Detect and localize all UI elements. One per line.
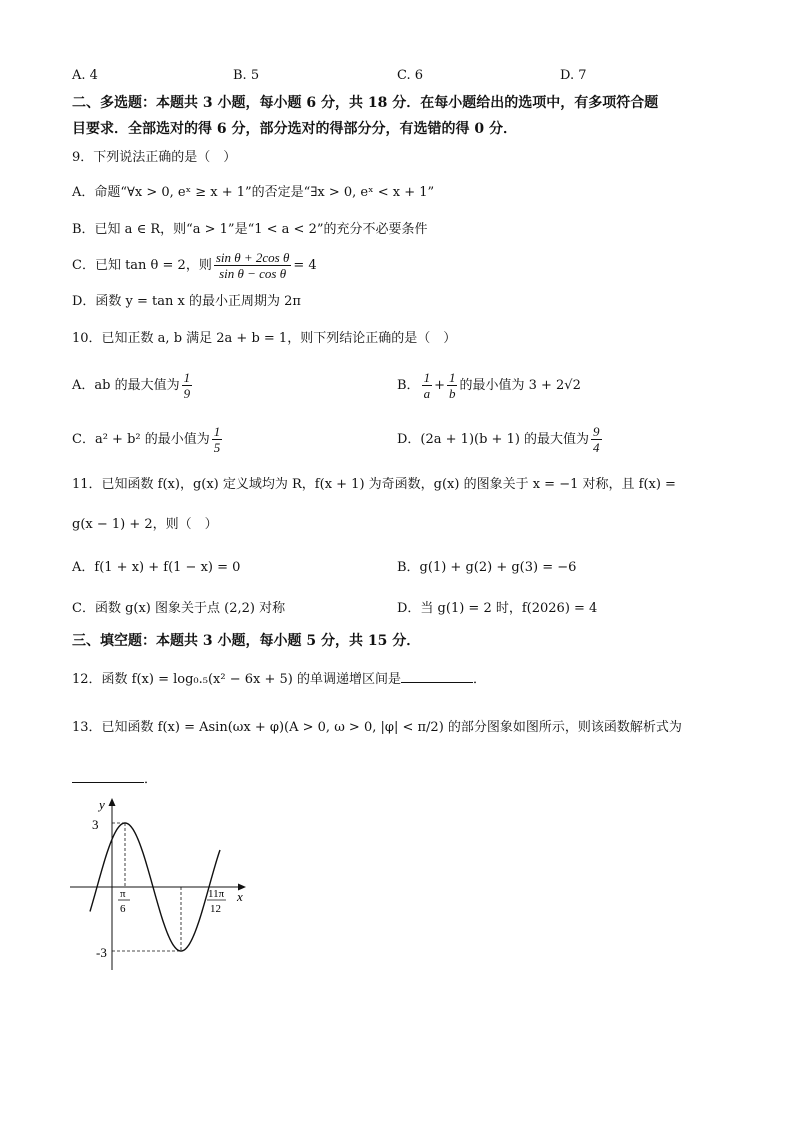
q8-option-d: D. 7	[560, 68, 587, 83]
q9-stem: 9．下列说法正确的是（ ）	[72, 150, 237, 165]
x-axis-label: x	[237, 889, 243, 904]
q9-option-c-prefix: C．已知 tan θ = 2，则	[72, 257, 212, 273]
section2-heading-line2: 目要求．全部选对的得 6 分，部分选对的得部分分，有选错的得 0 分．	[72, 121, 517, 137]
q10-option-b-suffix: 的最小值为 3 + 2√2	[459, 377, 581, 393]
q10-option-a-fraction	[182, 370, 193, 401]
q12-answer-blank	[401, 668, 473, 683]
x-tick-pi6-denominator: 6	[120, 903, 126, 915]
q11-option-c: C．函数 g(x) 图象关于点 (2,2) 对称	[72, 601, 286, 616]
section3-heading: 三、填空题：本题共 3 小题，每小题 5 分，共 15 分．	[72, 633, 421, 649]
x-tick-pi6-numerator: π	[120, 888, 126, 900]
q11-stem-line1: 11．已知函数 f(x)，g(x) 定义域均为 R，f(x + 1) 为奇函数，g(x) 的图象关于 x = −1 对称，且 f(x) =	[72, 477, 676, 492]
q10-option-b-fraction-2	[447, 370, 458, 401]
y-tick-max: 3	[92, 817, 99, 832]
q13-end: ．	[144, 772, 158, 787]
q11-option-d: D．当 g(1) = 2 时，f(2026) = 4	[397, 601, 598, 616]
q9-option-d: D．函数 y = tan x 的最小正周期为 2π	[72, 294, 301, 309]
q9-option-c	[72, 250, 317, 281]
q9-option-c-denominator: sin θ − cos θ	[219, 266, 287, 281]
x-tick-11pi12-denominator: 12	[210, 903, 221, 915]
q10-option-b-prefix: B．	[397, 377, 420, 393]
q9-option-c-fraction	[214, 250, 292, 281]
q9-option-c-suffix: = 4	[293, 257, 317, 273]
q10-option-d-prefix: D．(2a + 1)(b + 1) 的最大值为	[397, 431, 590, 447]
q8-option-b: B. 5	[233, 68, 260, 83]
q10-option-d-numerator: 9	[593, 424, 600, 439]
q13-answer-line	[72, 768, 157, 788]
q10-stem: 10．已知正数 a, b 满足 2a + b = 1，则下列结论正确的是（ ）	[72, 331, 457, 346]
q10-option-c-numerator: 1	[213, 424, 221, 439]
q10-option-a-numerator: 1	[183, 370, 191, 385]
q10-option-b-numerator-2: 1	[448, 370, 456, 385]
q10-option-b-numerator-1: 1	[423, 370, 431, 385]
q12-question	[72, 668, 486, 688]
q10-option-d-denominator: 4	[593, 440, 600, 455]
x-tick-11pi12-numerator: 11π	[208, 888, 225, 900]
q12-end: ．	[473, 672, 487, 687]
q10-option-b-fraction-1	[422, 370, 433, 401]
q11-stem-line2: g(x − 1) + 2，则（ ）	[72, 517, 218, 532]
q8-option-c: C. 6	[397, 68, 424, 83]
q9-option-c-numerator: sin θ + 2cos θ	[215, 250, 290, 265]
q11-option-a: A．f(1 + x) + f(1 − x) = 0	[72, 560, 241, 575]
q10-option-d	[397, 424, 604, 455]
sine-graph	[70, 792, 260, 972]
q10-option-a-prefix: A．ab 的最大值为	[72, 377, 180, 393]
q10-option-c-denominator: 5	[213, 440, 221, 455]
q9-option-a: A．命题“∀x > 0, eˣ ≥ x + 1”的否定是“∃x > 0, eˣ < x + 1”	[72, 185, 435, 200]
y-axis-label: y	[99, 797, 105, 812]
q12-text: 12．函数 f(x) = log₀.₅(x² − 6x + 5) 的单调递增区间是	[72, 672, 401, 687]
q10-option-d-fraction	[591, 424, 602, 455]
q11-option-b: B．g(1) + g(2) + g(3) = −6	[397, 560, 577, 575]
q10-option-b-denominator-1: a	[423, 386, 431, 401]
q10-option-c-fraction	[212, 424, 223, 455]
q10-option-b-plus: +	[434, 377, 445, 393]
q10-option-c-prefix: C．a² + b² 的最小值为	[72, 431, 210, 447]
q10-option-b	[397, 370, 581, 401]
q13-text: 13．已知函数 f(x) = Asin(ωx + φ)(A > 0, ω > 0, |φ| < π/2) 的部分图象如图所示，则该函数解析式为	[72, 720, 682, 735]
q10-option-c	[72, 424, 224, 455]
q10-option-a-denominator: 9	[183, 386, 191, 401]
y-tick-min: -3	[96, 945, 107, 960]
q10-option-a	[72, 370, 194, 401]
section2-heading-line1: 二、多选题：本题共 3 小题，每小题 6 分，共 18 分．在每小题给出的选项中，有多项符合题	[72, 95, 659, 111]
q13-answer-blank	[72, 768, 144, 783]
q8-option-a: A. 4	[72, 68, 98, 83]
q10-option-b-denominator-2: b	[448, 386, 456, 401]
y-axis-arrow	[109, 798, 116, 806]
q9-option-b: B．已知 a ∈ R，则“a > 1”是“1 < a < 2”的充分不必要条件	[72, 222, 428, 237]
